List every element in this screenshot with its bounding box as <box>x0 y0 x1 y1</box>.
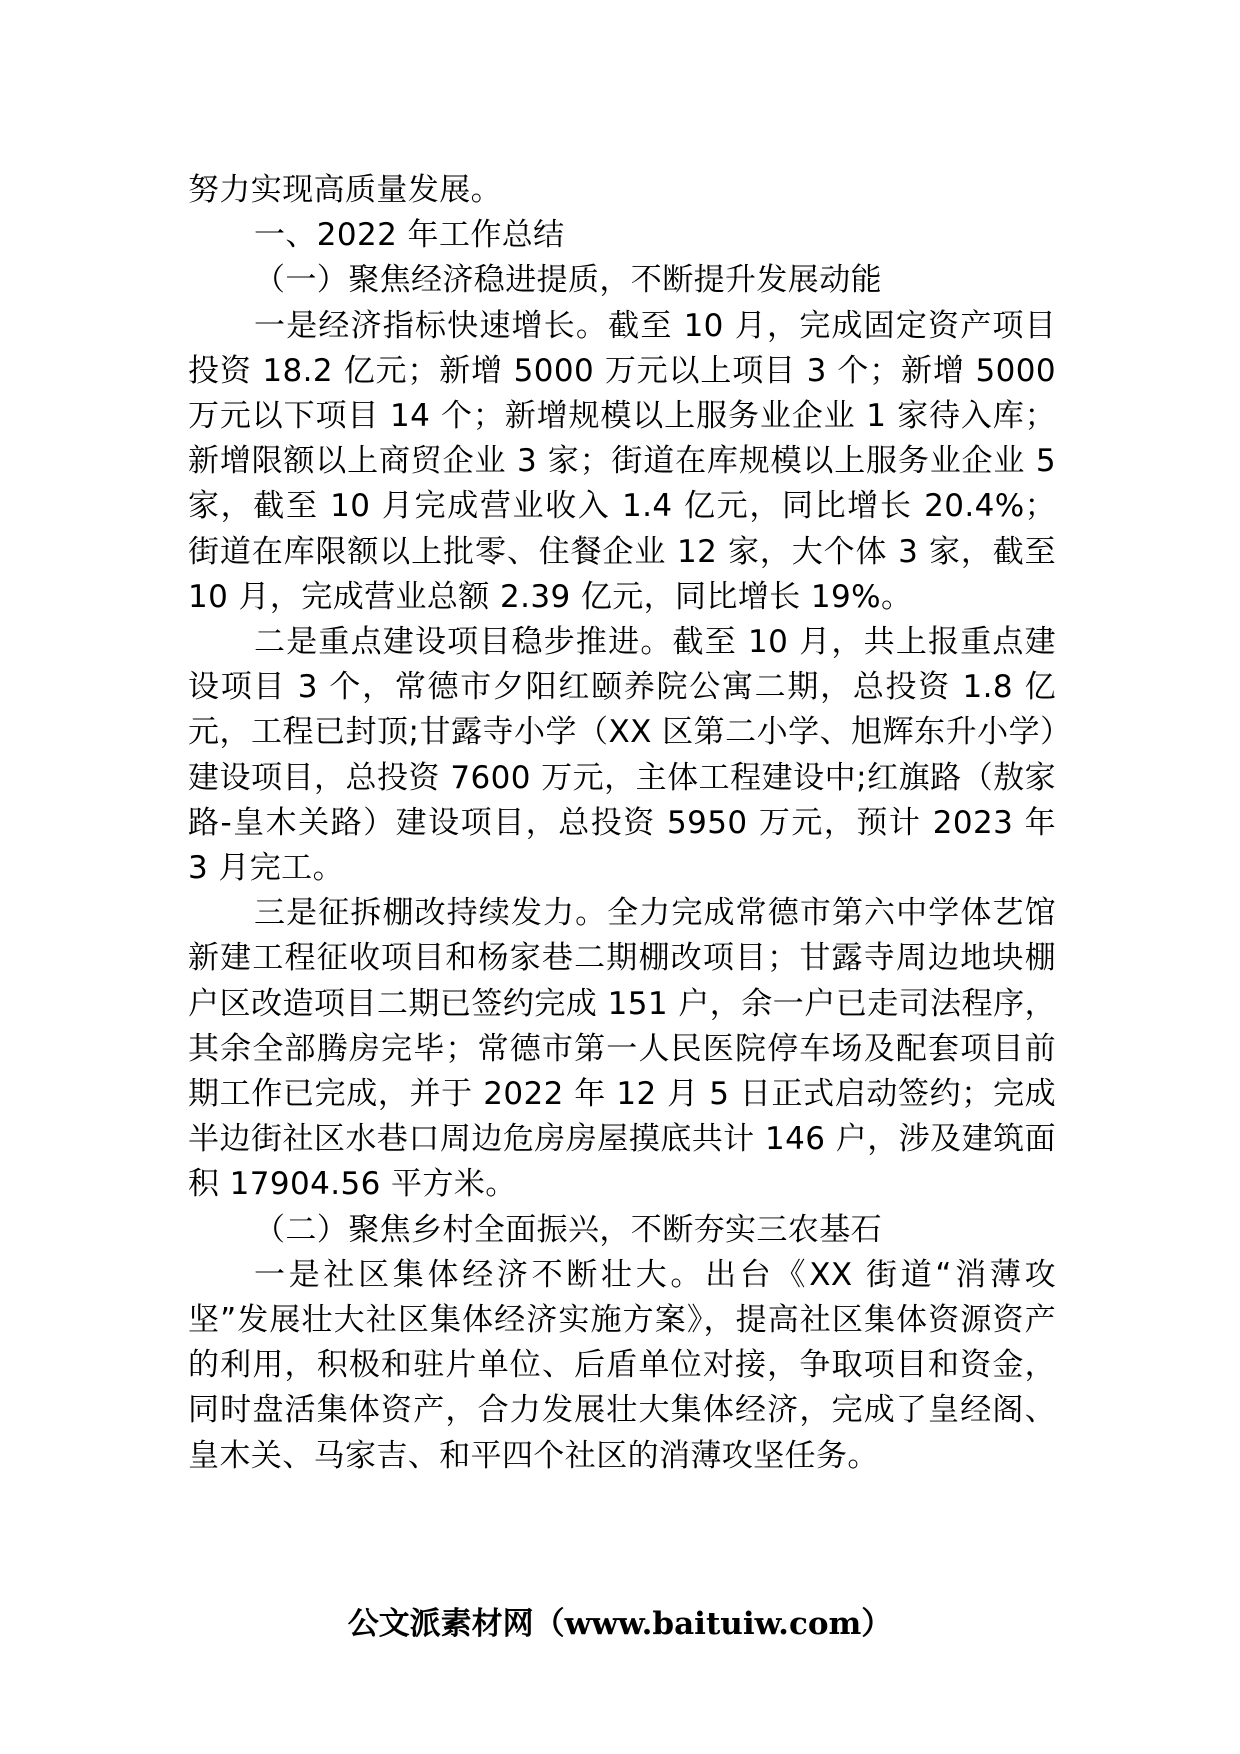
subsection-heading: （一）聚焦经济稳进提质，不断提升发展动能 <box>254 262 882 299</box>
document-body <box>188 168 1056 1479</box>
paragraph-intro: 努力实现高质量发展。 <box>188 172 502 208</box>
page-footer: 公文派素材网（www.baituiw.com） <box>347 1606 893 1642</box>
subsection-heading: （二）聚焦乡村全面振兴，不断夯实三农基石 <box>254 1211 882 1248</box>
paragraph-projects: 二是重点建设项目稳步推进。截至 10 月，共上报重点建设项目 3 个，常德市夕阳红颐养院公寓二期，总投资 1.8 亿元，工程已封顶;甘露寺小学（XX 区第二小学、旭辉东升小学）建设项目，总投资 7600 万元，主体工程建设中;红旗路（敖家路-皇木关路）建设项目，总投资 5950 万元，预计 2023 年 3 月完工。 <box>188 624 1056 887</box>
section-heading: 一、2022 年工作总结 <box>254 217 565 254</box>
paragraph-collective-economy: 一是社区集体经济不断壮大。出台《XX 街道“消薄攻坚”发展壮大社区集体经济实施方案》，提高社区集体资源资产的利用，积极和驻片单位、后盾单位对接，争取项目和资金，同时盘活集体资产，合力发展壮大集体经济，完成了皇经阁、皇木关、马家吉、和平四个社区的消薄攻坚任务。 <box>188 1256 1056 1474</box>
paragraph-economy: 一是经济指标快速增长。截至 10 月，完成固定资产项目投资 18.2 亿元；新增 5000 万元以上项目 3 个；新增 5000 万元以下项目 14 个；新增规模以上服务业企业 1 家待入库；新增限额以上商贸企业 3 家；街道在库规模以上服务业企业 5 家，截至 10 月完成营业收入 1.4 亿元，同比增长 20.4%；街道在库限额以上批零、住餐企业 12 家，大个体 3 家，截至 10 月，完成营业总额 2.39 亿元，同比增长 19%。 <box>188 307 1056 615</box>
paragraph-demolition: 三是征拆棚改持续发力。全力完成常德市第六中学体艺馆新建工程征收项目和杨家巷二期棚改项目；甘露寺周边地块棚户区改造项目二期已签约完成 151 户，余一户已走司法程序，其余全部腾房完毕；常德市第一人民医院停车场及配套项目前期工作已完成，并于 2022 年 12 月 5 日正式启动签约；完成半边街社区水巷口周边危房房屋摸底共计 146 户，涉及建筑面积 17904.56 平方米。 <box>188 895 1056 1203</box>
